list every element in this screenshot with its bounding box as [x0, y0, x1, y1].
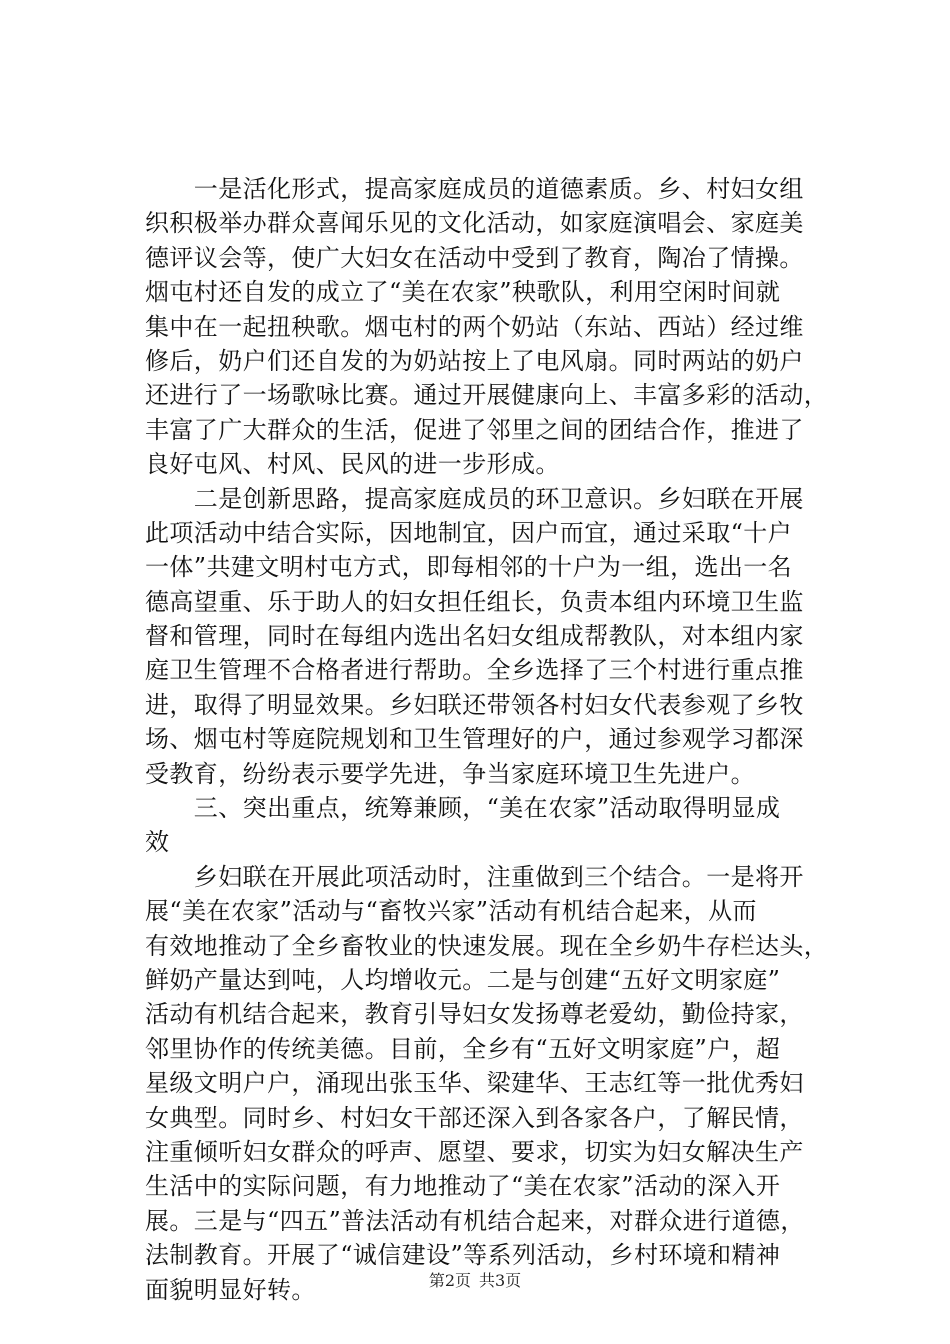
- page-footer: [0, 1271, 950, 1291]
- text-line: 良好屯风、村风、民风的进一步形成。: [145, 450, 560, 479]
- text-line: 烟屯村还自发的成立了“美在农家”秧歌队，利用空闲时间就: [145, 278, 781, 307]
- text-line: 还进行了一场歌咏比赛。通过开展健康向上、丰富多彩的活动，: [145, 381, 829, 410]
- text-line: 此项活动中结合实际，因地制宜，因户而宜，通过采取“十户: [145, 518, 793, 547]
- text-line: 展“美在农家”活动与“畜牧兴家”活动有机结合起来，从而: [145, 897, 757, 926]
- text-line: 邻里协作的传统美德。目前，全乡有“五好文明家庭”户，超: [145, 1034, 781, 1063]
- text-line: 星级文明户户，涌现出张玉华、梁建华、王志红等一批优秀妇: [145, 1069, 804, 1098]
- page-number: 第2页: [428, 1271, 471, 1290]
- text-line: 注重倾听妇女群众的呼声、愿望、要求，切实为妇女解决生产: [145, 1137, 804, 1166]
- section-heading-line: 三、突出重点，统筹兼顾，“美在农家”活动取得明显成: [145, 794, 781, 823]
- text-line: 集中在一起扭秧歌。烟屯村的两个奶站（东站、西站）经过维: [145, 312, 804, 341]
- text-line: 有效地推动了全乡畜牧业的快速发展。现在全乡奶牛存栏达头，: [145, 931, 829, 960]
- section-heading-line: 效: [145, 828, 170, 857]
- text-line: 受教育，纷纷表示要学先进，争当家庭环境卫生先进户。: [145, 759, 755, 788]
- text-line: 生活中的实际问题，有力地推动了“美在农家”活动的深入开: [145, 1172, 781, 1201]
- page-total: 共3页: [479, 1271, 522, 1290]
- text-line: 丰富了广大群众的生活，促进了邻里之间的团结合作，推进了: [145, 415, 804, 444]
- text-line: 一是活化形式，提高家庭成员的道德素质。乡、村妇女组: [145, 175, 804, 203]
- text-line: 督和管理，同时在每组内选出名妇女组成帮教队，对本组内家: [145, 622, 804, 651]
- text-line: 场、烟屯村等庭院规划和卫生管理好的户，通过参观学习都深: [145, 725, 804, 754]
- document-body: [145, 172, 829, 1307]
- text-line: 面貌明显好转。: [145, 1275, 316, 1304]
- text-line: 活动有机结合起来，教育引导妇女发扬尊老爱幼，勤俭持家，: [145, 1000, 804, 1029]
- text-line: 乡妇联在开展此项活动时，注重做到三个结合。一是将开: [145, 862, 804, 891]
- text-line: 二是创新思路，提高家庭成员的环卫意识。乡妇联在开展: [145, 484, 804, 513]
- text-line: 庭卫生管理不合格者进行帮助。全乡选择了三个村进行重点推: [145, 656, 804, 685]
- text-line: 织积极举办群众喜闻乐见的文化活动，如家庭演唱会、家庭美: [145, 209, 804, 238]
- text-line: 德高望重、乐于助人的妇女担任组长，负责本组内环境卫生监: [145, 587, 804, 616]
- text-line: 一体”共建文明村屯方式，即每相邻的十户为一组，选出一名: [145, 553, 793, 582]
- text-line: 法制教育。开展了“诚信建设”等系列活动，乡村环境和精神: [145, 1241, 781, 1270]
- text-line: 女典型。同时乡、村妇女干部还深入到各家各户，了解民情，: [145, 1103, 804, 1132]
- text-line: 展。三是与“四五”普法活动有机结合起来，对群众进行道德，: [145, 1206, 805, 1235]
- text-line: 修后，奶户们还自发的为奶站按上了电风扇。同时两站的奶户: [145, 346, 804, 375]
- text-line: 鲜奶产量达到吨，人均增收元。二是与创建“五好文明家庭”: [145, 965, 781, 994]
- text-line: 进，取得了明显效果。乡妇联还带领各村妇女代表参观了乡牧: [145, 690, 804, 719]
- text-line: 德评议会等，使广大妇女在活动中受到了教育，陶冶了情操。: [145, 243, 804, 272]
